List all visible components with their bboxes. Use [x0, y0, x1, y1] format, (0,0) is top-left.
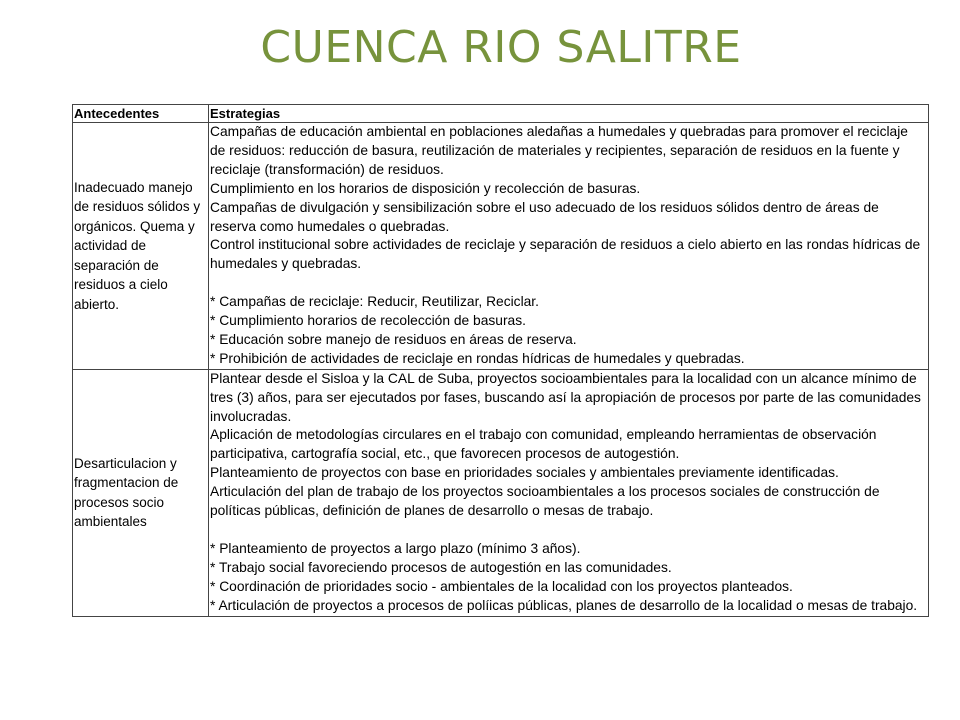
- estrategia-paragraph: Control institucional sobre actividades de reciclaje y separación de residuos a cielo abierto en las rondas hídricas de humedales y quebradas.: [210, 237, 921, 272]
- resumen-item: * Cumplimiento horarios de recolección de basuras.: [210, 313, 526, 329]
- resumen-item: * Educación sobre manejo de residuos en áreas de reserva.: [210, 331, 577, 347]
- estrategia-paragraph: Campañas de educación ambiental en poblaciones aledañas a humedales y quebradas para promover el reciclaje de residuos: reducción de basura, reutilización de materiales y recipientes, separación de residuos en la fuente y reciclaje (transformación) de residuos.: [210, 124, 908, 177]
- estrategia-paragraph: Cumplimiento en los horarios de disposición y recolección de basuras.: [210, 180, 641, 196]
- header-antecedentes: Antecedentes: [73, 105, 209, 123]
- estrategia-paragraph: Plantear desde el Sisloa y la CAL de Suba, proyectos socioambientales para la localidad con un alcance mínimo de tres (3) años, para ser ejecutados por fases, buscando así la apropiación de procesos por parte de las comunidades involucradas.: [210, 370, 921, 424]
- estrategias-cell: [209, 369, 929, 616]
- antecedente-cell: Desarticulacion y fragmentacion de procesos socio ambientales: [73, 369, 209, 616]
- estrategia-paragraph: Aplicación de metodologías circulares en el trabajo con comunidad, empleando herramientas de observación participativa, cartografía social, etc., que favorecen procesos de autogestión.: [210, 427, 877, 462]
- estrategia-paragraph: Planteamiento de proyectos con base en prioridades sociales y ambientales previamente identificadas.: [210, 465, 839, 481]
- resumen-item: * Campañas de reciclaje: Reducir, Reutilizar, Reciclar.: [210, 294, 539, 310]
- paragraph-spacer: [210, 521, 927, 540]
- resumen-item: * Prohibición de actividades de reciclaje en rondas hídricas de humedales y quebradas.: [210, 350, 745, 366]
- estrategia-paragraph: Campañas de divulgación y sensibilización sobre el uso adecuado de los residuos sólidos dentro de áreas de reserva como humedales o quebradas.: [210, 199, 879, 234]
- table-row: [73, 123, 929, 370]
- header-estrategias: Estrategias: [209, 105, 929, 123]
- strategy-table-wrapper: [72, 104, 928, 617]
- resumen-item: * Planteamiento de proyectos a largo plazo (mínimo 3 años).: [210, 540, 581, 556]
- table-header-row: [73, 105, 929, 123]
- estrategia-paragraph: Articulación del plan de trabajo de los proyectos socioambientales a los procesos sociales de construcción de políticas públicas, definición de planes de desarrollo o mesas de trabajo.: [210, 484, 880, 519]
- resumen-item: * Coordinación de prioridades socio - ambientales de la localidad con los proyectos planteados.: [210, 578, 793, 594]
- antecedente-cell: Inadecuado manejo de residuos sólidos y orgánicos. Quema y actividad de separación de residuos a cielo abierto.: [73, 123, 209, 370]
- table-row: [73, 369, 929, 616]
- resumen-item: * Trabajo social favoreciendo procesos de autogestión en las comunidades.: [210, 559, 672, 575]
- strategy-table: [72, 104, 929, 617]
- resumen-item: * Articulación de proyectos a procesos de políicas públicas, planes de desarrollo de la localidad o mesas de trabajo.: [210, 597, 918, 613]
- estrategias-cell: [209, 123, 929, 370]
- paragraph-spacer: [210, 274, 927, 293]
- slide-title: CUENCA RIO SALITRE: [260, 22, 742, 73]
